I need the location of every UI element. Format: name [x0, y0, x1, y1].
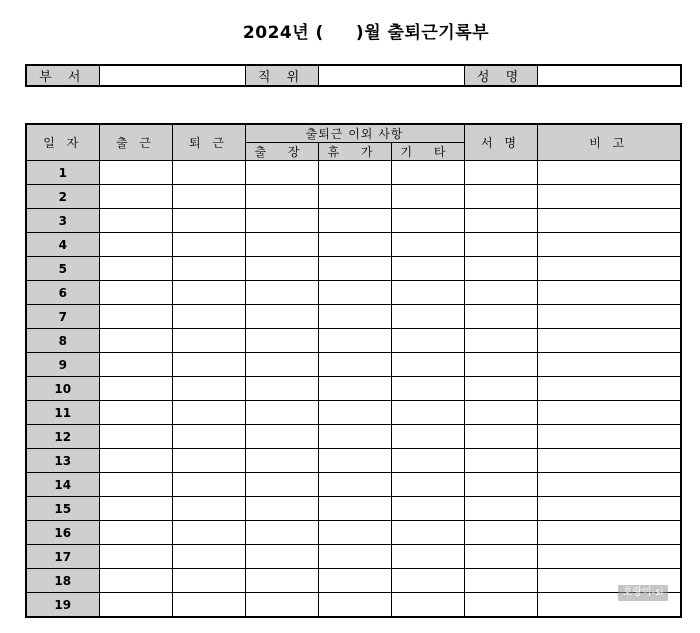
signature-cell[interactable]	[464, 401, 537, 425]
check-in-cell[interactable]	[99, 377, 172, 401]
day-number: 10	[26, 377, 99, 401]
business-trip-cell[interactable]	[245, 329, 318, 353]
business-trip-cell[interactable]	[245, 593, 318, 618]
check-in-cell[interactable]	[99, 209, 172, 233]
header-notes: 비 고	[537, 124, 681, 161]
signature-cell[interactable]	[464, 569, 537, 593]
check-out-cell[interactable]	[172, 593, 245, 618]
day-number: 7	[26, 305, 99, 329]
check-out-cell[interactable]	[172, 161, 245, 185]
day-number: 4	[26, 233, 99, 257]
header-vacation: 휴 가	[318, 143, 391, 161]
vacation-cell[interactable]	[318, 377, 391, 401]
notes-cell[interactable]	[537, 401, 681, 425]
signature-cell[interactable]	[464, 305, 537, 329]
table-row	[26, 185, 681, 209]
signature-cell[interactable]	[464, 209, 537, 233]
day-number: 11	[26, 401, 99, 425]
check-in-cell[interactable]	[99, 425, 172, 449]
notes-cell[interactable]	[537, 545, 681, 569]
business-trip-cell[interactable]	[245, 401, 318, 425]
check-in-cell[interactable]	[99, 281, 172, 305]
signature-cell[interactable]	[464, 521, 537, 545]
check-out-cell[interactable]	[172, 401, 245, 425]
table-row	[26, 473, 681, 497]
header-etc: 기 타	[391, 143, 464, 161]
etc-cell[interactable]	[391, 233, 464, 257]
table-row	[26, 257, 681, 281]
etc-cell[interactable]	[391, 209, 464, 233]
check-in-cell[interactable]	[99, 569, 172, 593]
notes-cell[interactable]	[537, 521, 681, 545]
signature-cell[interactable]	[464, 329, 537, 353]
name-label: 성 명	[464, 65, 537, 86]
etc-cell[interactable]	[391, 425, 464, 449]
signature-cell[interactable]	[464, 377, 537, 401]
check-in-cell[interactable]	[99, 305, 172, 329]
header-signature: 서 명	[464, 124, 537, 161]
name-field[interactable]	[537, 65, 681, 86]
etc-cell[interactable]	[391, 473, 464, 497]
table-row	[26, 593, 681, 618]
notes-cell[interactable]	[537, 329, 681, 353]
business-trip-cell[interactable]	[245, 305, 318, 329]
etc-cell[interactable]	[391, 401, 464, 425]
notes-cell[interactable]	[537, 281, 681, 305]
signature-cell[interactable]	[464, 281, 537, 305]
day-number: 6	[26, 281, 99, 305]
watermark: 호랑이-si	[618, 585, 668, 601]
check-out-cell[interactable]	[172, 233, 245, 257]
signature-cell[interactable]	[464, 497, 537, 521]
check-in-cell[interactable]	[99, 521, 172, 545]
notes-cell[interactable]	[537, 353, 681, 377]
table-row	[26, 377, 681, 401]
vacation-cell[interactable]	[318, 521, 391, 545]
signature-cell[interactable]	[464, 593, 537, 618]
day-number: 16	[26, 521, 99, 545]
business-trip-cell[interactable]	[245, 377, 318, 401]
signature-cell[interactable]	[464, 257, 537, 281]
table-row	[26, 545, 681, 569]
table-row	[26, 521, 681, 545]
vacation-cell[interactable]	[318, 569, 391, 593]
notes-cell[interactable]	[537, 449, 681, 473]
day-number: 17	[26, 545, 99, 569]
business-trip-cell[interactable]	[245, 545, 318, 569]
table-row	[26, 401, 681, 425]
business-trip-cell[interactable]	[245, 449, 318, 473]
check-in-cell[interactable]	[99, 329, 172, 353]
day-number: 12	[26, 425, 99, 449]
table-row	[26, 233, 681, 257]
etc-cell[interactable]	[391, 161, 464, 185]
table-row	[26, 353, 681, 377]
business-trip-cell[interactable]	[245, 185, 318, 209]
check-in-cell[interactable]	[99, 497, 172, 521]
vacation-cell[interactable]	[318, 401, 391, 425]
day-number: 19	[26, 593, 99, 618]
notes-cell[interactable]	[537, 497, 681, 521]
table-row	[26, 425, 681, 449]
signature-cell[interactable]	[464, 353, 537, 377]
attendance-rows	[26, 161, 681, 618]
check-out-cell[interactable]	[172, 185, 245, 209]
check-in-cell[interactable]	[99, 233, 172, 257]
vacation-cell[interactable]	[318, 593, 391, 618]
day-number: 9	[26, 353, 99, 377]
vacation-cell[interactable]	[318, 305, 391, 329]
etc-cell[interactable]	[391, 545, 464, 569]
header-date: 일 자	[26, 124, 99, 161]
business-trip-cell[interactable]	[245, 521, 318, 545]
business-trip-cell[interactable]	[245, 257, 318, 281]
table-row	[26, 497, 681, 521]
check-out-cell[interactable]	[172, 545, 245, 569]
vacation-cell[interactable]	[318, 281, 391, 305]
position-field[interactable]	[318, 65, 464, 86]
table-row	[26, 449, 681, 473]
day-number: 2	[26, 185, 99, 209]
vacation-cell[interactable]	[318, 185, 391, 209]
etc-cell[interactable]	[391, 257, 464, 281]
business-trip-cell[interactable]	[245, 281, 318, 305]
etc-cell[interactable]	[391, 281, 464, 305]
day-number: 13	[26, 449, 99, 473]
check-out-cell[interactable]	[172, 305, 245, 329]
check-out-cell[interactable]	[172, 353, 245, 377]
signature-cell[interactable]	[464, 233, 537, 257]
check-in-cell[interactable]	[99, 257, 172, 281]
vacation-cell[interactable]	[318, 161, 391, 185]
position-label: 직 위	[245, 65, 318, 86]
etc-cell[interactable]	[391, 569, 464, 593]
vacation-cell[interactable]	[318, 329, 391, 353]
day-number: 3	[26, 209, 99, 233]
etc-cell[interactable]	[391, 329, 464, 353]
check-out-cell[interactable]	[172, 521, 245, 545]
notes-cell[interactable]	[537, 233, 681, 257]
day-number: 8	[26, 329, 99, 353]
business-trip-cell[interactable]	[245, 569, 318, 593]
etc-cell[interactable]	[391, 521, 464, 545]
business-trip-cell[interactable]	[245, 233, 318, 257]
check-in-cell[interactable]	[99, 473, 172, 497]
header-check-out: 퇴 근	[172, 124, 245, 161]
etc-cell[interactable]	[391, 185, 464, 209]
notes-cell[interactable]	[537, 473, 681, 497]
vacation-cell[interactable]	[318, 497, 391, 521]
signature-cell[interactable]	[464, 545, 537, 569]
vacation-cell[interactable]	[318, 257, 391, 281]
check-in-cell[interactable]	[99, 161, 172, 185]
check-out-cell[interactable]	[172, 377, 245, 401]
attendance-table	[25, 123, 682, 618]
signature-cell[interactable]	[464, 449, 537, 473]
etc-cell[interactable]	[391, 497, 464, 521]
check-out-cell[interactable]	[172, 449, 245, 473]
check-out-cell[interactable]	[172, 473, 245, 497]
check-out-cell[interactable]	[172, 209, 245, 233]
page-title: 2024년 ( )월 출퇴근기록부	[242, 23, 490, 43]
check-out-cell[interactable]	[172, 569, 245, 593]
table-row	[26, 281, 681, 305]
notes-cell[interactable]	[537, 257, 681, 281]
etc-cell[interactable]	[391, 305, 464, 329]
vacation-cell[interactable]	[318, 209, 391, 233]
table-row	[26, 305, 681, 329]
signature-cell[interactable]	[464, 425, 537, 449]
table-row	[26, 209, 681, 233]
vacation-cell[interactable]	[318, 545, 391, 569]
business-trip-cell[interactable]	[245, 161, 318, 185]
day-number: 14	[26, 473, 99, 497]
notes-cell[interactable]	[537, 305, 681, 329]
signature-cell[interactable]	[464, 185, 537, 209]
vacation-cell[interactable]	[318, 473, 391, 497]
notes-cell[interactable]	[537, 185, 681, 209]
department-field[interactable]	[99, 65, 245, 86]
check-in-cell[interactable]	[99, 593, 172, 618]
vacation-cell[interactable]	[318, 353, 391, 377]
signature-cell[interactable]	[464, 473, 537, 497]
table-row	[26, 569, 681, 593]
etc-cell[interactable]	[391, 449, 464, 473]
department-label: 부 서	[26, 65, 99, 86]
check-out-cell[interactable]	[172, 497, 245, 521]
vacation-cell[interactable]	[318, 233, 391, 257]
etc-cell[interactable]	[391, 377, 464, 401]
table-row	[26, 161, 681, 185]
notes-cell[interactable]	[537, 161, 681, 185]
info-bar	[25, 64, 682, 87]
table-row	[26, 329, 681, 353]
check-in-cell[interactable]	[99, 353, 172, 377]
check-in-cell[interactable]	[99, 185, 172, 209]
signature-cell[interactable]	[464, 161, 537, 185]
check-in-cell[interactable]	[99, 401, 172, 425]
check-out-cell[interactable]	[172, 329, 245, 353]
business-trip-cell[interactable]	[245, 353, 318, 377]
header-business-trip: 출 장	[245, 143, 318, 161]
business-trip-cell[interactable]	[245, 473, 318, 497]
notes-cell[interactable]	[537, 209, 681, 233]
header-other-group: 출퇴근 이외 사항	[245, 124, 464, 143]
check-in-cell[interactable]	[99, 449, 172, 473]
vacation-cell[interactable]	[318, 449, 391, 473]
day-number: 18	[26, 569, 99, 593]
vacation-cell[interactable]	[318, 425, 391, 449]
etc-cell[interactable]	[391, 593, 464, 618]
business-trip-cell[interactable]	[245, 497, 318, 521]
notes-cell[interactable]	[537, 425, 681, 449]
day-number: 1	[26, 161, 99, 185]
check-out-cell[interactable]	[172, 281, 245, 305]
business-trip-cell[interactable]	[245, 209, 318, 233]
header-check-in: 출 근	[99, 124, 172, 161]
check-in-cell[interactable]	[99, 545, 172, 569]
notes-cell[interactable]	[537, 377, 681, 401]
business-trip-cell[interactable]	[245, 425, 318, 449]
day-number: 5	[26, 257, 99, 281]
check-out-cell[interactable]	[172, 425, 245, 449]
day-number: 15	[26, 497, 99, 521]
check-out-cell[interactable]	[172, 257, 245, 281]
etc-cell[interactable]	[391, 353, 464, 377]
